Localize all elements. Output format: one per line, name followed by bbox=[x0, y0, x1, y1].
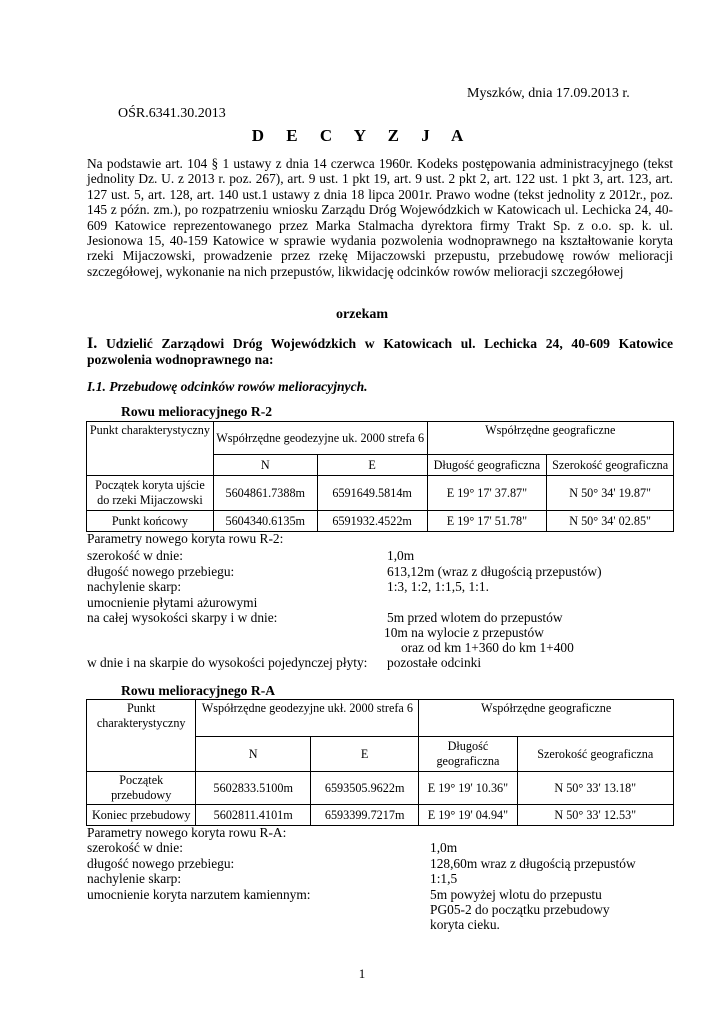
cell-n: 5604340.6135m bbox=[213, 511, 317, 532]
cell-lon: E 19° 19' 10.36" bbox=[419, 772, 517, 805]
reinforcement-label: umocnienie płytami ażurowymi bbox=[87, 595, 258, 610]
cell-point: Początek przebudowy bbox=[87, 772, 196, 805]
col-point-header: Punkt charakterystyczny bbox=[87, 422, 214, 476]
col-geodetic-header: Współrzędne geodezyjne ukł. 2000 strefa 6 bbox=[196, 700, 419, 737]
reinforcement-value: 5m przed wlotem do przepustów bbox=[387, 610, 563, 625]
cell-e: 6591649.5814m bbox=[317, 476, 427, 511]
cell-lat: N 50° 34' 02.85" bbox=[547, 511, 674, 532]
cell-point: Punkt końcowy bbox=[87, 511, 214, 532]
section-1 bbox=[87, 336, 673, 368]
section-1-numeral: I. bbox=[87, 335, 98, 352]
col-e-header: E bbox=[310, 737, 418, 772]
width-label: szerokość w dnie: bbox=[87, 548, 183, 563]
reference-number: OŚR.6341.30.2013 bbox=[118, 106, 226, 121]
place-date: Myszków, dnia 17.09.2013 r. bbox=[467, 86, 630, 101]
slope-label: nachylenie skarp: bbox=[87, 579, 182, 594]
subsection-1-1: I.1. Przebudowę odcinków rowów melioracyjnych. bbox=[87, 379, 368, 394]
col-geodetic-header: Współrzędne geodezyjne uk. 2000 strefa 6 bbox=[213, 422, 427, 455]
table-row bbox=[87, 805, 674, 826]
cell-lat: N 50° 33' 13.18" bbox=[517, 772, 673, 805]
width-label: szerokość w dnie: bbox=[87, 840, 183, 855]
section-1-text: Udzielić Zarządowi Dróg Wojewódzkich w Katowicach ul. Lechicka 24, 40-609 Katowice pozwolenia wodnoprawnego na: bbox=[87, 336, 674, 367]
col-geographic-header: Współrzędne geograficzne bbox=[419, 700, 674, 737]
table-ra bbox=[86, 699, 674, 826]
cell-e: 6591932.4522m bbox=[317, 511, 427, 532]
cell-point: Koniec przebudowy bbox=[87, 805, 196, 826]
reinforcement-label-2: na całej wysokości skarpy i w dnie: bbox=[87, 610, 278, 625]
table-row bbox=[87, 511, 674, 532]
col-n-header: N bbox=[196, 737, 311, 772]
width-value: 1,0m bbox=[387, 548, 415, 563]
col-geographic-header: Współrzędne geograficzne bbox=[427, 422, 673, 455]
cell-lat: N 50° 33' 12.53" bbox=[517, 805, 673, 826]
length-label: długość nowego przebiegu: bbox=[87, 856, 235, 871]
col-lat-header: Szerokość geograficzna bbox=[547, 455, 674, 476]
length-value: 128,60m wraz z długością przepustów bbox=[430, 856, 636, 871]
cell-e: 6593505.9622m bbox=[310, 772, 418, 805]
col-lon-header: Długość geograficzna bbox=[427, 455, 547, 476]
cell-e: 6593399.7217m bbox=[310, 805, 418, 826]
col-lon-header: Długość geograficzna bbox=[419, 737, 517, 772]
col-lat-header: Szerokość geograficzna bbox=[517, 737, 673, 772]
table-row bbox=[87, 476, 674, 511]
ruling-heading: orzekam bbox=[335, 307, 389, 322]
cell-lon: E 19° 17' 51.78" bbox=[427, 511, 547, 532]
slope-value: 1:3, 1:2, 1:1,5, 1:1. bbox=[387, 579, 489, 594]
cell-point: Początek koryta ujście do rzeki Mijaczowski bbox=[87, 476, 214, 511]
cell-lat: N 50° 34' 19.87" bbox=[547, 476, 674, 511]
col-point-header: Punkt charakterystyczny bbox=[87, 700, 196, 772]
col-n-header: N bbox=[213, 455, 317, 476]
table-r2-heading: Rowu melioracyjnego R-2 bbox=[121, 404, 273, 419]
reinforcement-label: umocnienie koryta narzutem kamiennym: bbox=[87, 887, 311, 902]
cell-n: 5602811.4101m bbox=[196, 805, 311, 826]
params-r2-title: Parametry nowego koryta rowu R-2: bbox=[87, 531, 284, 546]
cell-n: 5604861.7388m bbox=[213, 476, 317, 511]
reinforcement-value: 5m powyżej wlotu do przepustu bbox=[430, 887, 602, 902]
table-ra-heading: Rowu melioracyjnego R-A bbox=[121, 683, 276, 698]
bottom-label: w dnie i na skarpie do wysokości pojedynczej płyty: bbox=[87, 655, 368, 670]
cell-n: 5602833.5100m bbox=[196, 772, 311, 805]
reinforcement-value-2: PG05-2 do początku przebudowy bbox=[430, 902, 610, 917]
col-e-header: E bbox=[317, 455, 427, 476]
length-value: 613,12m (wraz z długością przepustów) bbox=[387, 564, 602, 579]
cell-lon: E 19° 19' 04.94" bbox=[419, 805, 517, 826]
document-title: D E C Y Z J A bbox=[251, 126, 473, 145]
slope-label: nachylenie skarp: bbox=[87, 871, 182, 886]
table-row bbox=[87, 772, 674, 805]
reinforcement-value-3: koryta cieku. bbox=[430, 917, 500, 932]
reinforcement-value-3: oraz od km 1+360 do km 1+400 bbox=[401, 640, 574, 655]
cell-lon: E 19° 17' 37.87" bbox=[427, 476, 547, 511]
length-label: długość nowego przebiegu: bbox=[87, 564, 235, 579]
table-r2 bbox=[86, 421, 674, 532]
page-number: 1 bbox=[358, 966, 366, 981]
width-value: 1,0m bbox=[430, 840, 458, 855]
legal-basis-paragraph: Na podstawie art. 104 § 1 ustawy z dnia 14 czerwca 1960r. Kodeks postępowania administracyjnego (tekst jednolity Dz. U. z 2013 r. poz. 267), art. 9 ust. 1 pkt 19, art. 9 ust. 2 pkt 2, art. 122 ust. 1 pkt 3, art. 123, art. 127 ust. 5, art. 128, art. 140 ust.1 ustawy z dnia 18 lipca 2001r. Prawo wodne (tekst jednolity z 2012r., poz. 145 z późn. zm.), po rozpatrzeniu wniosku Zarządu Dróg Wojewódzkich w Katowicach ul. Lechicka 24, 40-609 Katowice reprezentowanego przez Marka Stalmacha dyrektora firmy Trakt Sp. z o.o. sp. k. ul. Jesionowa 15, 40-159 Katowice w sprawie wydania pozwolenia wodnoprawnego na kształtowanie koryta rzeki Mijaczowski, prowadzenie przez rzekę Mijaczowski przepustu, przebudowę rowów melioracji szczegółowej, wykonanie na nich przepustów, likwidację odcinków rowów melioracji szczegółowej bbox=[87, 156, 673, 279]
params-ra-title: Parametry nowego koryta rowu R-A: bbox=[87, 825, 287, 840]
slope-value: 1:1,5 bbox=[430, 871, 458, 886]
reinforcement-value-2: 10m na wylocie z przepustów bbox=[384, 625, 544, 640]
bottom-value: pozostałe odcinki bbox=[387, 655, 482, 670]
